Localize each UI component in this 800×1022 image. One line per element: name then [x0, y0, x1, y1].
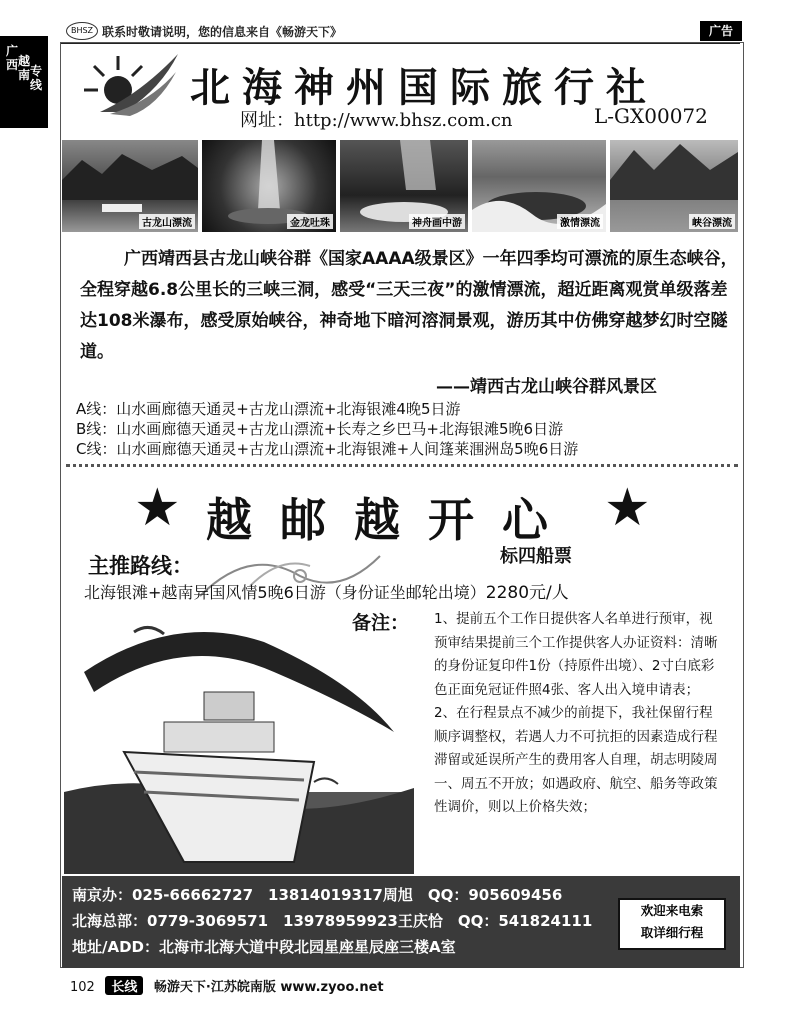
- sun-wing-logo: [80, 50, 180, 120]
- scenic-signature: ——靖西古龙山峡谷群风景区: [436, 377, 657, 397]
- section-badge: 长线: [105, 976, 143, 995]
- photo-gulongshan-rafting: [62, 140, 198, 232]
- bhsz-logo: BHSZ: [66, 22, 98, 40]
- photo-jinlong-tuzhu: [202, 140, 336, 232]
- side-tab-2: 越南: [18, 54, 31, 82]
- contact-address: 地址/ADD：北海市北海大道中段北园星座星辰座三楼A室: [72, 938, 456, 956]
- route-b: B线：山水画廊德天通灵+古龙山漂流+长寿之乡巴马+北海银滩5晚6日游: [76, 420, 564, 438]
- promo-slogan: 越邮越开心: [206, 493, 576, 547]
- photo-caption: 金龙吐珠: [287, 214, 333, 229]
- ad-tag: 广告: [700, 21, 742, 41]
- route-price: 2280元/人: [485, 583, 569, 603]
- side-tab: [0, 36, 48, 128]
- star-icon-left: ★: [134, 478, 181, 538]
- photo-caption: 峡谷漂流: [689, 214, 735, 229]
- box-line-1: 欢迎来电索: [640, 903, 704, 918]
- route-c: C线：山水画廊德天通灵+古龙山漂流+北海银滩+人间篷莱涠洲岛5晚6日游: [76, 440, 579, 458]
- page-footer: [70, 976, 384, 995]
- photo-shenzhou-huazhongyou: [340, 140, 468, 232]
- star-icon-right: ★: [604, 478, 651, 538]
- photo-caption: 古龙山漂流: [139, 214, 195, 229]
- ticket-stamp: 标四船票: [500, 546, 572, 567]
- photo-xiagu-rafting: [610, 140, 738, 232]
- box-line-2: 取详细行程: [640, 925, 704, 940]
- top-bar: [60, 20, 740, 44]
- cruise-ship-image: [64, 612, 414, 874]
- side-tab-1: 广西: [6, 44, 19, 72]
- publication-name: 畅游天下·江苏皖南版 www.zyoo.net: [153, 980, 384, 995]
- call-for-itinerary: [618, 898, 726, 950]
- page-number: 102: [70, 980, 95, 995]
- contact-nanjing: 南京办：025-66662727 13814019317周旭 QQ：905609456: [72, 886, 563, 904]
- photo-caption: 神舟画中游: [409, 214, 465, 229]
- agency-website: [240, 106, 513, 132]
- contact-beihai: 北海总部：0779-3069571 13978959923王庆恰 QQ：541824111: [72, 912, 593, 930]
- website-label: 网址：: [240, 110, 294, 131]
- photo-jiqing-rafting: [472, 140, 606, 232]
- remark-item-1: 1、提前五个工作日提供客人名单进行预审，视预审结果提前三个工作提供客人办证资料：清晰的身份证复印件1份（持原件出境）、2寸白底彩色正面免冠证件照4张、客人出入境申请表；: [434, 611, 718, 698]
- remark-item-2: 2、在行程景点不减少的前提下，我社保留行程顺序调整权，若遇人力不可抗拒的因素造成行程滞留或延误所产生的费用客人自理，胡志明陵周一、周五不开放；如遇政府、航空、船务等政策性调价，则以上价格失效；: [434, 705, 718, 815]
- source-notice: 联系时敬请说明，您的信息来自《畅游天下》: [102, 25, 343, 39]
- agency-name: 北海神州国际旅行社: [190, 64, 658, 111]
- license-number: L-GX00072: [594, 104, 708, 128]
- photo-caption: 激情漂流: [557, 214, 603, 229]
- website-url[interactable]: http://www.bhsz.com.cn: [294, 110, 513, 131]
- contact-panel: [62, 876, 740, 968]
- route-a: A线：山水画廊德天通灵+古龙山漂流+北海银滩4晚5日游: [76, 400, 461, 418]
- main-route-text: 北海银滩+越南异国风情5晚6日游（身份证坐邮轮出境）: [84, 583, 486, 602]
- side-tab-3: 专线: [30, 64, 43, 92]
- recommend-label: 主推路线：: [88, 554, 193, 578]
- scenic-description: 广西靖西县古龙山峡谷群《国家AAAA级景区》一年四季均可漂流的原生态峡谷，全程穿越6.8公里长的三峡三洞，感受“三天三夜”的激情漂流，超近距离观赏单级落差达108米瀑布，感受原始峡谷，神奇地下暗河溶洞景观，游历其中仿佛穿越梦幻时空隧道。: [80, 249, 738, 362]
- remarks-list: [434, 608, 724, 820]
- remark-label: 备注：: [352, 612, 410, 634]
- main-route: [84, 578, 569, 603]
- dotted-divider: [66, 464, 738, 467]
